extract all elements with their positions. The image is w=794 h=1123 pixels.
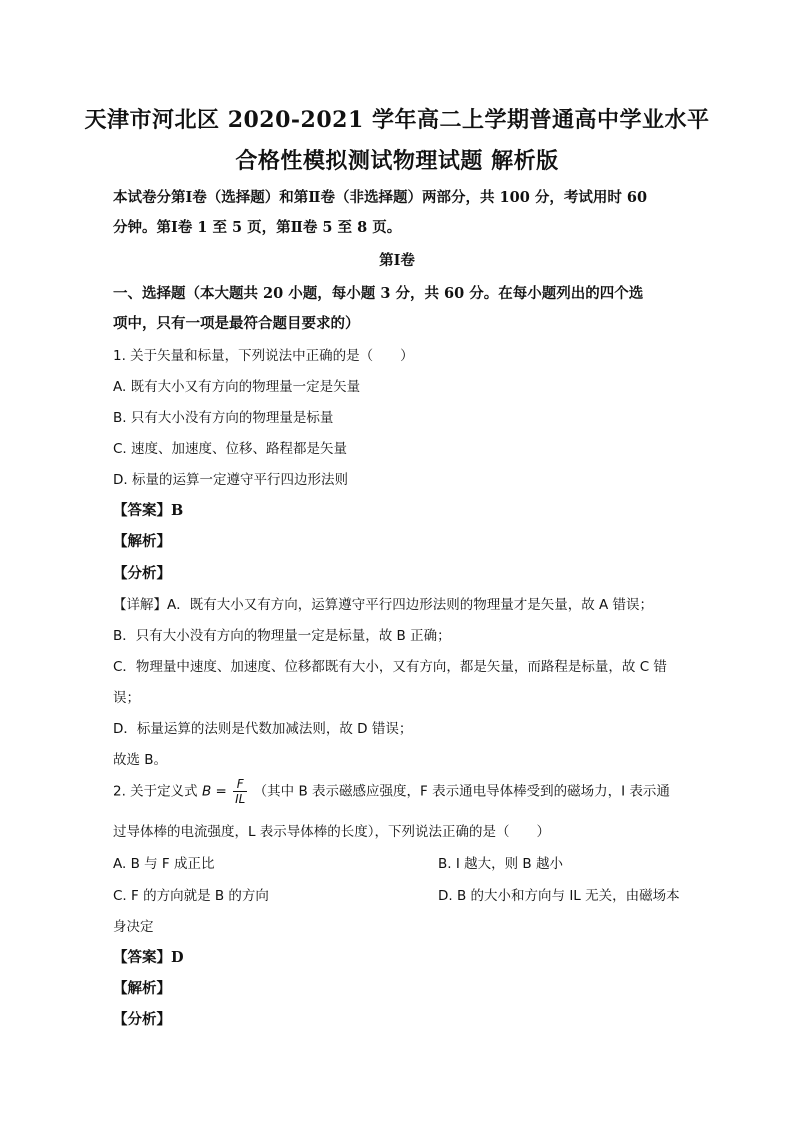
- q2-jiexi-label: 【解析】: [113, 980, 171, 997]
- q2-formula-fraction: [233, 777, 247, 806]
- q1-detail-line4: 误；: [113, 690, 140, 706]
- part-instructions-line1: 一、选择题（本大题共 20 小题，每小题 3 分，共 60 分。在每小题列出的四个选: [113, 285, 644, 302]
- q1-detail-line1: 【详解】A．既有大小又有方向，运算遵守平行四边形法则的物理量才是矢量，故 A 错误；: [113, 597, 654, 613]
- q2-stem-line1: [113, 777, 683, 806]
- q1-option-c: C. 速度、加速度、位移、路程都是矢量: [113, 441, 348, 457]
- q1-jiexi-label: 【解析】: [113, 533, 171, 550]
- q1-stem: 1. 关于矢量和标量，下列说法中正确的是（ ）: [113, 348, 414, 364]
- q2-option-a: A. B 与 F 成正比: [113, 856, 215, 872]
- q2-option-c: C. F 的方向就是 B 的方向: [113, 888, 269, 904]
- q2-option-d-line1: D. B 的大小和方向与 IL 无关，由磁场本: [438, 888, 680, 904]
- intro-line2: 分钟。第Ⅰ卷 1 至 5 页，第Ⅱ卷 5 至 8 页。: [113, 219, 402, 236]
- q2-formula-denominator: IL: [235, 792, 246, 806]
- q2-stem-prefix: 2. 关于定义式: [113, 783, 198, 800]
- q2-stem-line2: 过导体棒的电流强度，L 表示导体棒的长度），下列说法正确的是（ ）: [113, 824, 551, 840]
- q2-fenxi-label: 【分析】: [113, 1011, 171, 1028]
- q2-formula-numerator: F: [233, 777, 247, 792]
- q2-option-d-line2: 身决定: [113, 919, 154, 935]
- q1-option-b: B. 只有大小没有方向的物理量是标量: [113, 410, 334, 426]
- section-title: 第Ⅰ卷: [379, 252, 415, 269]
- q1-detail-line6: 故选 B。: [113, 752, 168, 768]
- q1-fenxi-label: 【分析】: [113, 565, 171, 582]
- q1-detail-line3: C．物理量中速度、加速度、位移都既有大小，又有方向，都是矢量，而路程是标量，故 C 错: [113, 659, 667, 675]
- doc-title-line1: 天津市河北区 2020-2021 学年高二上学期普通高中学业水平: [84, 107, 710, 133]
- q1-detail-line5: D．标量运算的法则是代数加减法则，故 D 错误；: [113, 721, 413, 737]
- q2-answer: 【答案】D: [113, 949, 184, 966]
- q1-answer: 【答案】B: [113, 502, 184, 519]
- part-instructions-line2: 项中，只有一项是最符合题目要求的）: [113, 315, 360, 332]
- doc-title-line2: 合格性模拟测试物理试题 解析版: [235, 148, 559, 174]
- q2-option-b: B. I 越大，则 B 越小: [438, 856, 563, 872]
- q1-detail-line2: B．只有大小没有方向的物理量一定是标量，故 B 正确；: [113, 628, 451, 644]
- q1-option-a: A. 既有大小又有方向的物理量一定是矢量: [113, 379, 361, 395]
- q1-option-d: D. 标量的运算一定遵守平行四边形法则: [113, 472, 348, 488]
- intro-line1: 本试卷分第Ⅰ卷（选择题）和第Ⅱ卷（非选择题）两部分，共 100 分，考试用时 60: [113, 189, 648, 206]
- q2-formula-lhs: B =: [201, 783, 227, 800]
- q2-stem-suffix: （其中 B 表示磁感应强度，F 表示通电导体棒受到的磁场力，I 表示通: [253, 783, 670, 800]
